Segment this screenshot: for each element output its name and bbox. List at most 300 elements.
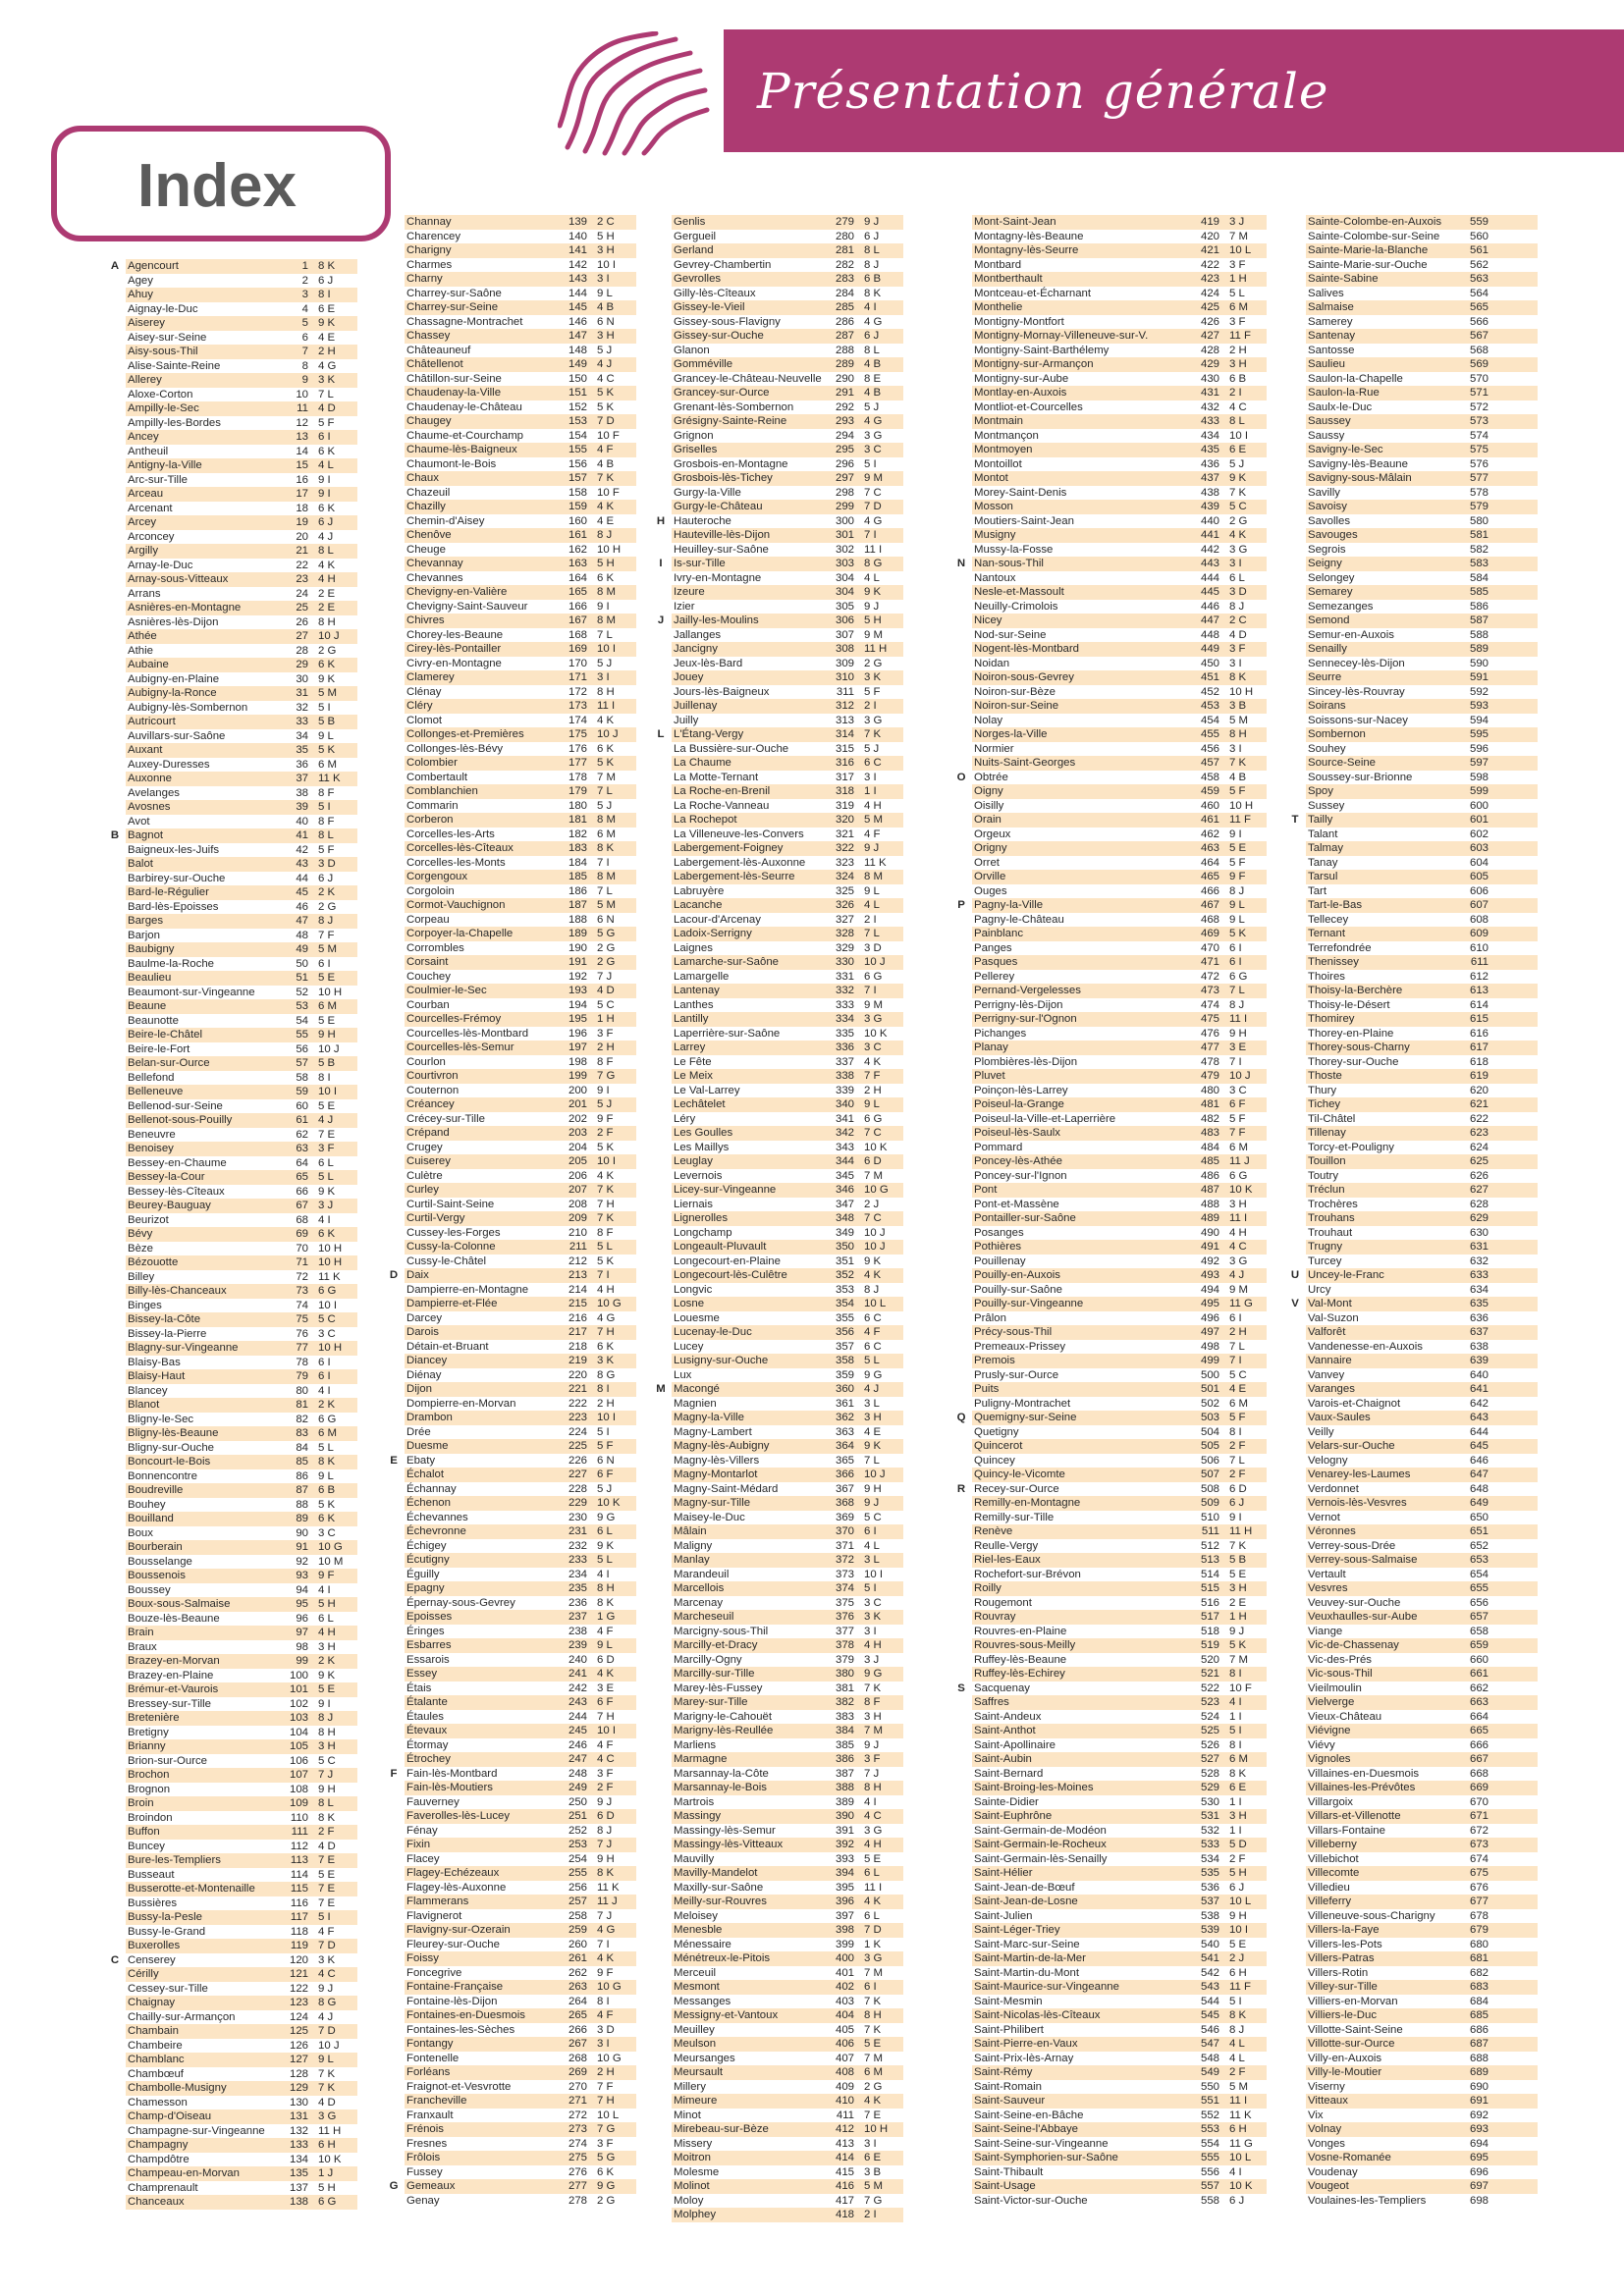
commune-number: 287 (835, 330, 854, 342)
index-entry (972, 1268, 1267, 1283)
commune-number: 428 (1200, 344, 1219, 356)
index-entry (672, 1027, 903, 1041)
commune-number: 616 (1469, 1027, 1489, 1040)
commune-number: 568 (1469, 344, 1489, 356)
section-letter: L (654, 727, 668, 742)
index-entry (1306, 1112, 1538, 1127)
grid-reference: 10 F (597, 486, 620, 499)
commune-number: 601 (1469, 814, 1489, 826)
commune-name: Les Maillys (674, 1141, 730, 1153)
commune-name: Bellenod-sur-Seine (128, 1099, 223, 1112)
commune-number: 222 (568, 1397, 587, 1410)
commune-number: 262 (568, 1966, 587, 1979)
commune-name: Verrey-sous-Salmaise (1308, 1554, 1418, 1566)
commune-number: 120 (289, 1953, 308, 1966)
commune-name: Bligny-lès-Beaune (128, 1427, 219, 1439)
index-entry (1306, 230, 1538, 244)
grid-reference: 5 K (318, 1498, 336, 1511)
grid-reference: 3 H (318, 1640, 336, 1653)
commune-number: 251 (568, 1810, 587, 1822)
index-entry (1306, 1767, 1538, 1782)
grid-reference: 5 E (318, 1099, 336, 1112)
commune-number: 426 (1200, 315, 1219, 328)
index-entry (126, 1356, 357, 1370)
commune-number: 60 (296, 1099, 308, 1112)
commune-name: Pichanges (974, 1027, 1027, 1040)
commune-name: Vernot (1308, 1511, 1340, 1523)
index-entry (405, 1524, 636, 1539)
commune-name: Marey-sur-Tille (674, 1696, 748, 1708)
grid-reference: 6 M (318, 1000, 337, 1012)
commune-name: Fraignot-et-Vesvrotte (406, 2080, 512, 2093)
commune-number: 214 (568, 1283, 587, 1296)
commune-number: 225 (568, 1440, 587, 1452)
commune-name: Meulson (674, 2038, 717, 2050)
commune-name: Bouilland (128, 1513, 174, 1524)
commune-name: Nan-sous-Thil (974, 558, 1044, 569)
commune-number: 76 (296, 1327, 308, 1340)
commune-name: Flagey-lès-Auxonne (406, 1881, 507, 1894)
grid-reference: 9 I (318, 1697, 331, 1710)
commune-number: 612 (1469, 970, 1489, 983)
commune-number: 89 (296, 1513, 308, 1524)
grid-reference: 8 L (864, 244, 880, 256)
commune-name: Seigny (1308, 558, 1342, 569)
commune-number: 126 (289, 2039, 308, 2052)
commune-number: 341 (835, 1112, 854, 1125)
commune-number: 172 (568, 685, 587, 698)
commune-number: 273 (568, 2123, 587, 2135)
index-entry (672, 457, 903, 472)
grid-reference: 7 M (864, 1725, 883, 1736)
commune-name: Coulmier-le-Sec (406, 985, 487, 996)
commune-number: 160 (568, 514, 587, 527)
commune-number: 554 (1200, 2137, 1219, 2150)
grid-reference: 7 L (1229, 1340, 1245, 1353)
index-entry (126, 1640, 357, 1655)
commune-number: 187 (568, 899, 587, 911)
index-entry (1306, 372, 1538, 387)
index-entry (672, 2137, 903, 2152)
commune-name: Panges (974, 941, 1012, 954)
index-entry (972, 784, 1267, 799)
index-entry (1306, 300, 1538, 315)
index-entry (972, 1653, 1267, 1668)
index-entry (972, 2065, 1267, 2080)
commune-number: 210 (568, 1226, 587, 1239)
commune-name: Viévy (1308, 1738, 1335, 1751)
commune-number: 623 (1469, 1127, 1489, 1139)
index-entry (1306, 642, 1538, 657)
index-entry (405, 1112, 636, 1127)
index-entry (672, 1881, 903, 1896)
commune-number: 135 (289, 2167, 308, 2179)
commune-number: 589 (1469, 643, 1489, 655)
grid-reference: 5 E (318, 1868, 336, 1881)
grid-reference: 7 H (597, 2095, 615, 2107)
index-entry (126, 487, 357, 502)
commune-name: Bagnot (128, 829, 164, 841)
index-entry (1306, 1938, 1538, 1952)
grid-reference: 8 K (597, 1867, 615, 1879)
commune-number: 480 (1200, 1084, 1219, 1096)
grid-reference: 6 M (1229, 1141, 1248, 1153)
commune-number: 421 (1200, 244, 1219, 256)
grid-reference: 2 F (1229, 1440, 1246, 1452)
index-entry (1306, 784, 1538, 799)
commune-number: 239 (568, 1639, 587, 1651)
index-entry (672, 628, 903, 643)
index-entry (1306, 614, 1538, 628)
index-entry (1306, 2080, 1538, 2095)
commune-number: 638 (1469, 1340, 1489, 1353)
commune-name: Broin (128, 1797, 154, 1809)
commune-name: Mont-Saint-Jean (974, 216, 1056, 228)
grid-reference: 4 I (864, 1795, 877, 1808)
index-entry (405, 1682, 636, 1696)
grid-reference: 8 F (318, 815, 335, 828)
commune-name: Baubigny (128, 943, 175, 955)
commune-number: 10 (296, 388, 308, 400)
grid-reference: 5 E (318, 1014, 336, 1027)
commune-name: Corgengoux (406, 871, 468, 882)
index-entry (390, 1767, 636, 1782)
commune-number: 342 (835, 1127, 854, 1139)
commune-name: Combertault (406, 771, 468, 783)
commune-number: 619 (1469, 1070, 1489, 1082)
commune-number: 66 (296, 1185, 308, 1198)
index-entry (1306, 1667, 1538, 1682)
commune-number: 581 (1469, 529, 1489, 541)
grid-reference: 2 H (597, 1397, 615, 1410)
index-entry (972, 1112, 1267, 1127)
index-entry (405, 1097, 636, 1112)
index-entry (972, 414, 1267, 429)
index-entry (1306, 329, 1538, 344)
grid-reference: 3 G (1229, 1255, 1248, 1267)
index-entry (972, 1496, 1267, 1511)
commune-name: Fontaines-en-Duesmois (406, 2009, 525, 2021)
grid-reference: 9 H (597, 1852, 615, 1865)
index-entry (405, 1255, 636, 1269)
commune-number: 344 (835, 1155, 854, 1167)
commune-number: 499 (1200, 1355, 1219, 1366)
commune-name: Boux-sous-Salmaise (128, 1598, 231, 1610)
index-entry (1306, 1141, 1538, 1155)
grid-reference: 3 C (318, 1327, 336, 1340)
section-letter: U (1288, 1268, 1302, 1283)
commune-name: Colombier (406, 757, 458, 769)
index-entry (126, 1042, 357, 1057)
commune-number: 374 (835, 1582, 854, 1594)
index-entry (126, 658, 357, 672)
index-entry (972, 543, 1267, 558)
index-entry (672, 2008, 903, 2023)
grid-reference: 4 D (597, 985, 615, 996)
commune-number: 675 (1469, 1867, 1489, 1879)
commune-number: 350 (835, 1241, 854, 1253)
index-entry (972, 471, 1267, 486)
commune-name: Brémur-et-Vaurois (128, 1683, 219, 1695)
commune-name: Clomot (406, 714, 443, 726)
commune-number: 338 (835, 1070, 854, 1082)
commune-name: Norges-la-Ville (974, 728, 1048, 740)
commune-number: 595 (1469, 728, 1489, 740)
grid-reference: 6 N (597, 1454, 615, 1467)
commune-name: Vonges (1308, 2137, 1346, 2150)
commune-name: Senailly (1308, 643, 1347, 655)
grid-reference: 6 I (1229, 1311, 1242, 1324)
index-entry (656, 1382, 903, 1397)
commune-name: Quetigny (974, 1425, 1019, 1438)
commune-name: Tart (1308, 884, 1326, 897)
grid-reference: 5 I (1229, 1995, 1242, 2007)
commune-number: 129 (289, 2082, 308, 2094)
commune-name: Villecomte (1308, 1867, 1360, 1879)
commune-number: 678 (1469, 1909, 1489, 1922)
commune-name: Athée (128, 630, 157, 642)
grid-reference: 11 K (864, 856, 887, 869)
index-entry (126, 388, 357, 402)
commune-number: 207 (568, 1184, 587, 1196)
commune-name: Montliot-et-Courcelles (974, 400, 1083, 413)
commune-name: Avosnes (128, 801, 171, 813)
commune-name: Lux (674, 1368, 692, 1381)
commune-name: Laignes (674, 941, 713, 954)
commune-number: 649 (1469, 1497, 1489, 1509)
commune-name: Auxonne (128, 773, 172, 784)
index-entry (672, 1553, 903, 1568)
index-entry (972, 1553, 1267, 1568)
index-entry (126, 1783, 357, 1797)
grid-reference: 8 H (318, 1726, 336, 1738)
commune-name: Argilly (128, 545, 159, 557)
grid-reference: 5 M (864, 814, 883, 826)
grid-reference: 3 D (864, 941, 882, 954)
commune-number: 538 (1200, 1909, 1219, 1922)
commune-number: 369 (835, 1511, 854, 1523)
commune-name: Salmaise (1308, 301, 1354, 313)
commune-name: Châtillon-sur-Seine (406, 372, 502, 385)
commune-name: Neuilly-Crimolois (974, 600, 1058, 613)
grid-reference: 4 H (318, 1627, 336, 1638)
index-entry (672, 2065, 903, 2080)
index-entry (1306, 215, 1538, 230)
commune-number: 340 (835, 1098, 854, 1110)
index-entry (1306, 2109, 1538, 2123)
commune-number: 661 (1469, 1668, 1489, 1680)
commune-name: Franxault (406, 2109, 454, 2121)
index-entry (110, 259, 357, 274)
index-entry (972, 1909, 1267, 1924)
index-entry (672, 1824, 903, 1839)
grid-reference: 7 I (864, 985, 877, 996)
grid-reference: 4 K (597, 1668, 615, 1680)
commune-name: Essarois (406, 1653, 450, 1666)
commune-name: Baigneux-les-Juifs (128, 843, 220, 856)
commune-name: Sincey-lès-Rouvray (1308, 685, 1405, 698)
commune-number: 419 (1200, 216, 1219, 228)
commune-number: 435 (1200, 444, 1219, 455)
index-entry (126, 1156, 357, 1171)
index-entry (672, 2037, 903, 2052)
index-entry (972, 699, 1267, 714)
commune-number: 362 (835, 1412, 854, 1423)
commune-number: 398 (835, 1924, 854, 1936)
commune-name: Grancey-sur-Ource (674, 387, 770, 399)
grid-reference: 2 E (318, 602, 336, 614)
commune-number: 58 (296, 1071, 308, 1084)
index-entry (672, 1638, 903, 1653)
grid-reference: 5 L (1229, 287, 1245, 299)
commune-name: La Roche-en-Brenil (674, 785, 771, 797)
commune-name: Mussy-la-Fosse (974, 543, 1054, 556)
commune-name: Hauteroche (674, 514, 731, 527)
commune-number: 611 (1470, 956, 1489, 968)
grid-reference: 5 D (1229, 1839, 1247, 1850)
commune-name: Bligny-le-Sec (128, 1413, 194, 1425)
index-entry (405, 585, 636, 600)
commune-number: 514 (1200, 1568, 1219, 1580)
grid-reference: 4 H (864, 1639, 882, 1651)
index-entry (672, 1097, 903, 1112)
grid-reference: 8 I (1229, 1738, 1242, 1751)
index-entry (672, 2023, 903, 2038)
grid-reference: 9 I (597, 600, 610, 613)
commune-number: 588 (1469, 628, 1489, 641)
commune-number: 569 (1469, 358, 1489, 370)
index-entry (405, 2109, 636, 2123)
grid-reference: 7 G (597, 1070, 616, 1082)
grid-reference: 3 I (597, 2038, 610, 2050)
commune-number: 544 (1200, 1995, 1219, 2007)
commune-name: Ivry-en-Montagne (674, 571, 762, 584)
commune-number: 301 (835, 529, 854, 541)
commune-number: 137 (289, 2181, 308, 2194)
commune-name: Saint-Pierre-en-Vaux (974, 2038, 1078, 2050)
commune-number: 78 (296, 1356, 308, 1368)
index-entry (1306, 1425, 1538, 1440)
grid-reference: 6 K (318, 502, 336, 514)
commune-number: 372 (835, 1554, 854, 1566)
commune-number: 91 (296, 1541, 308, 1553)
grid-reference: 9 M (864, 998, 883, 1011)
grid-reference: 5 F (864, 685, 881, 698)
commune-number: 26 (296, 615, 308, 628)
commune-number: 500 (1200, 1368, 1219, 1381)
section-letter: F (387, 1767, 401, 1782)
commune-number: 324 (835, 871, 854, 882)
commune-name: Chaux (406, 472, 439, 484)
index-entry (126, 1654, 357, 1669)
commune-name: Soussey-sur-Brionne (1308, 771, 1413, 783)
commune-name: Magny-sur-Tille (674, 1497, 751, 1509)
commune-name: Flavigny-sur-Ozerain (406, 1924, 511, 1936)
commune-number: 86 (296, 1469, 308, 1482)
commune-number: 448 (1200, 628, 1219, 641)
grid-reference: 4 I (318, 1384, 331, 1397)
commune-number: 281 (835, 244, 854, 256)
index-entry (405, 1169, 636, 1184)
commune-name: Chanceaux (128, 2196, 185, 2208)
grid-reference: 7 I (597, 1938, 610, 1950)
grid-reference: 10 J (318, 2039, 340, 2052)
commune-number: 254 (568, 1852, 587, 1865)
index-entry (405, 984, 636, 998)
grid-reference: 4 J (1229, 1269, 1245, 1281)
grid-reference: 7 D (864, 501, 882, 512)
commune-number: 213 (568, 1269, 587, 1281)
commune-number: 300 (835, 514, 854, 527)
index-entry (126, 800, 357, 815)
index-entry (672, 1695, 903, 1710)
index-entry (126, 1056, 357, 1071)
section-letter: R (954, 1482, 968, 1497)
index-entry (126, 1996, 357, 2010)
index-entry (1306, 1368, 1538, 1383)
index-entry (672, 1198, 903, 1212)
index-entry (972, 727, 1267, 742)
commune-number: 102 (289, 1697, 308, 1710)
section-letter: O (954, 771, 968, 785)
commune-number: 465 (1200, 871, 1219, 882)
commune-number: 535 (1200, 1867, 1219, 1879)
commune-name: Thorey-en-Plaine (1308, 1027, 1394, 1040)
commune-number: 444 (1200, 571, 1219, 584)
commune-number: 406 (835, 2038, 854, 2050)
grid-reference: 4 F (597, 444, 614, 455)
grid-reference: 8 J (1229, 600, 1245, 613)
grid-reference: 8 M (597, 586, 616, 598)
grid-reference: 10 K (318, 2153, 342, 2165)
index-entry (1306, 699, 1538, 714)
grid-reference: 3 H (864, 1710, 882, 1723)
commune-number: 218 (568, 1340, 587, 1353)
contour-logo-icon (558, 31, 715, 157)
index-entry (405, 1211, 636, 1226)
commune-name: Til-Châtel (1308, 1112, 1356, 1125)
section-letter: D (387, 1268, 401, 1283)
index-entry (1306, 1781, 1538, 1795)
commune-name: Val-Mont (1308, 1298, 1352, 1309)
commune-number: 540 (1200, 1938, 1219, 1950)
index-entry (126, 302, 357, 317)
commune-name: Chevigny-en-Valière (406, 586, 508, 598)
index-entry (972, 1824, 1267, 1839)
commune-number: 579 (1469, 501, 1489, 512)
index-entry (972, 998, 1267, 1013)
grid-reference: 6 I (864, 1525, 877, 1537)
commune-number: 63 (296, 1143, 308, 1154)
commune-name: Semond (1308, 614, 1350, 626)
index-entry (659, 557, 903, 571)
commune-name: Belleneuve (128, 1086, 184, 1097)
commune-number: 62 (296, 1128, 308, 1141)
commune-number: 107 (289, 1769, 308, 1781)
index-entry (405, 1354, 636, 1368)
commune-name: Cléry (406, 700, 433, 712)
grid-reference: 9 G (864, 1668, 883, 1680)
commune-name: Savigny-le-Sec (1308, 444, 1383, 455)
grid-reference: 8 I (318, 1071, 331, 1084)
index-entry (672, 2165, 903, 2180)
index-entry (1306, 1496, 1538, 1511)
commune-number: 206 (568, 1169, 587, 1182)
commune-name: Remilly-sur-Tille (974, 1511, 1055, 1523)
commune-name: Étais (406, 1682, 432, 1694)
commune-number: 463 (1200, 842, 1219, 854)
commune-name: Villeneuve-sous-Charigny (1308, 1909, 1435, 1922)
